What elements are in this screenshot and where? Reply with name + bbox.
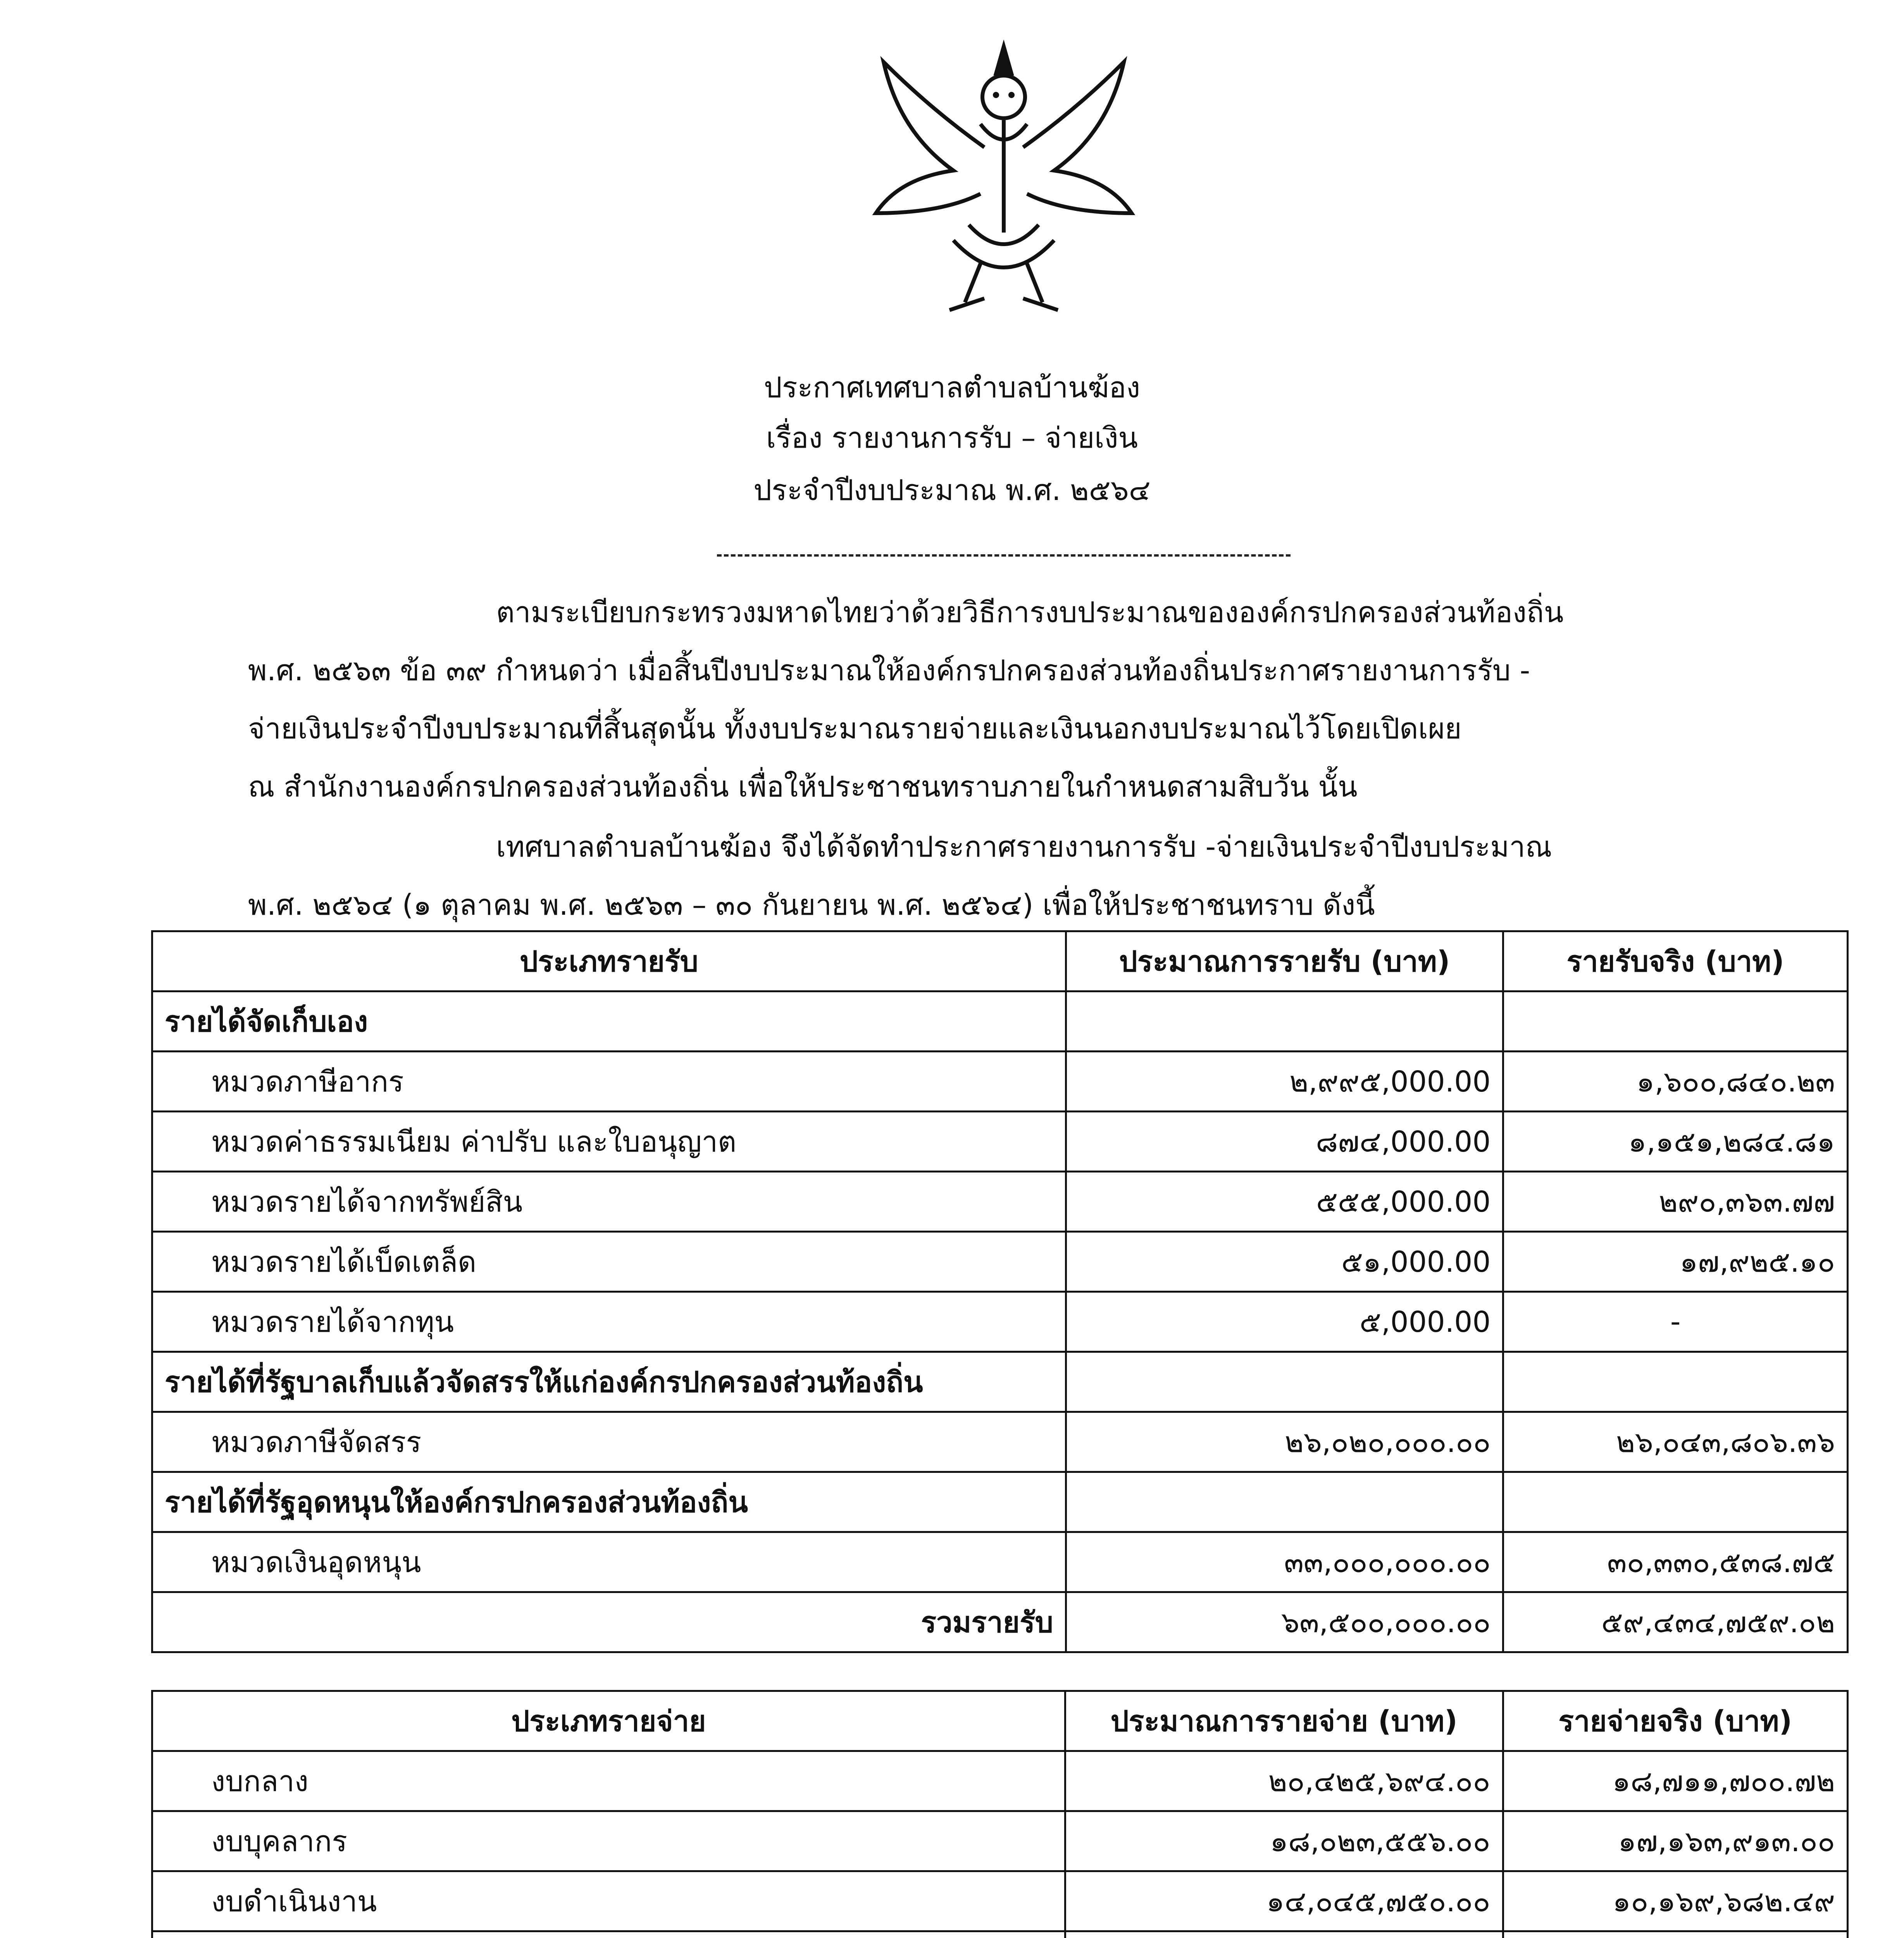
- actual-cell: [1503, 1931, 1848, 1938]
- actual-cell: ๑๐,๑๖๙,๖๘๒.๔๙: [1503, 1871, 1848, 1931]
- actual-cell: ๑๗,๙๒๕.๑๐: [1503, 1232, 1848, 1292]
- estimate-cell: ๕๑,000.00: [1066, 1232, 1503, 1292]
- actual-cell: ๑,๖๐๐,๘๔๐.๒๓: [1503, 1052, 1848, 1112]
- estimate-cell: ๑๔,๐๔๕,๗๕๐.๐๐: [1065, 1871, 1503, 1931]
- actual-cell: ๑๗,๑๖๓,๙๑๓.๐๐: [1503, 1811, 1848, 1871]
- announcement-subject: เรื่อง รายงานการรับ – จ่ายเงิน: [766, 421, 1138, 455]
- paragraph-1-line-1: ตามระเบียบกระทรวงมหาดไทยว่าด้วยวิธีการงบประมาณขององค์กรปกครองส่วนท้องถิ่น: [496, 596, 1564, 629]
- paragraph-2-line-1: เทศบาลตำบลบ้านฆ้อง จึงได้จัดทำประกาศรายงานการรับ -จ่ายเงินประจำปีงบประมาณ: [496, 830, 1552, 864]
- actual-total: ๕๙,๔๓๔,๗๕๙.๐๒: [1503, 1592, 1848, 1652]
- table-header-row: [152, 1691, 1848, 1751]
- table-row: [152, 1232, 1848, 1292]
- row-label: หมวดค่าธรรมเนียม ค่าปรับ และใบอนุญาต: [152, 1112, 1066, 1172]
- group-label: รายได้จัดเก็บเอง: [152, 991, 1066, 1052]
- table-row: [152, 1532, 1848, 1592]
- table-row: [152, 1172, 1848, 1232]
- group-label: รายได้ที่รัฐอุดหนุนให้องค์กรปกครองส่วนท้องถิ่น: [152, 1472, 1066, 1532]
- total-label: รวมรายรับ: [152, 1592, 1066, 1652]
- row-label: หมวดรายได้จากทรัพย์สิน: [152, 1172, 1066, 1232]
- table-row: [152, 1112, 1848, 1172]
- row-label: หมวดรายได้จากทุน: [152, 1292, 1066, 1352]
- group-row: [152, 1472, 1848, 1532]
- announcement-title: ประกาศเทศบาลตำบลบ้านฆ้อง: [763, 371, 1141, 404]
- row-label: หมวดรายได้เบ็ดเตล็ด: [152, 1232, 1066, 1292]
- table-row: [152, 1412, 1848, 1472]
- paragraph-1-line-3: จ่ายเงินประจำปีงบประมาณที่สิ้นสุดนั้น ทั้งงบประมาณรายจ่ายและเงินนอกงบประมาณไว้โดยเปิดเผย: [248, 712, 1462, 745]
- table-header-row: [152, 931, 1848, 991]
- estimate-cell: [1065, 1931, 1503, 1938]
- column-header: ประเภทรายจ่าย: [152, 1691, 1065, 1751]
- estimate-cell: ๒,๙๙๕,000.00: [1066, 1052, 1503, 1112]
- estimate-cell: ๒๐,๔๒๕,๖๙๔.๐๐: [1065, 1751, 1503, 1811]
- estimate-cell: ๑๘,๐๒๓,๕๕๖.๐๐: [1065, 1811, 1503, 1871]
- actual-cell: ๒๙๐,๓๖๓.๗๗: [1503, 1172, 1848, 1232]
- table-row: [152, 1751, 1848, 1811]
- table-row: [152, 1052, 1848, 1112]
- column-header: รายจ่ายจริง (บาท): [1503, 1691, 1848, 1751]
- column-header: ประเภทรายรับ: [152, 931, 1066, 991]
- row-label: [152, 1931, 1065, 1938]
- income-table: [151, 930, 1849, 1653]
- group-row: [152, 991, 1848, 1052]
- actual-cell: ๑๘,๗๑๑,๗๐๐.๗๒: [1503, 1751, 1848, 1811]
- column-header: ประมาณการรายรับ (บาท): [1066, 931, 1503, 991]
- row-label: งบกลาง: [152, 1751, 1065, 1811]
- title-divider: [717, 554, 1291, 557]
- total-row: [152, 1592, 1848, 1652]
- actual-cell: ๑,๑๕๑,๒๘๔.๘๑: [1503, 1112, 1848, 1172]
- actual-cell: -: [1503, 1292, 1848, 1352]
- table-row: [152, 1871, 1848, 1931]
- paragraph-2-line-2: พ.ศ. ๒๕๖๔ (๑ ตุลาคม พ.ศ. ๒๕๖๓ – ๓๐ กันยายน พ.ศ. ๒๕๖๔) เพื่อให้ประชาชนทราบ ดังนี้: [248, 888, 1375, 922]
- estimate-cell: ๓๓,๐๐๐,๐๐๐.๐๐: [1066, 1532, 1503, 1592]
- column-header: รายรับจริง (บาท): [1503, 931, 1848, 991]
- row-label: หมวดเงินอุดหนุน: [152, 1532, 1066, 1592]
- estimate-cell: ๕๕๕,000.00: [1066, 1172, 1503, 1232]
- column-header: ประมาณการรายจ่าย (บาท): [1065, 1691, 1503, 1751]
- group-row: [152, 1352, 1848, 1412]
- table-row: [152, 1931, 1848, 1938]
- expense-table: [151, 1690, 1849, 1938]
- row-label: งบดำเนินงาน: [152, 1871, 1065, 1931]
- table-row: [152, 1292, 1848, 1352]
- estimate-total: ๖๓,๕๐๐,๐๐๐.๐๐: [1066, 1592, 1503, 1652]
- table-row: [152, 1811, 1848, 1871]
- estimate-cell: ๘๗๔,000.00: [1066, 1112, 1503, 1172]
- actual-cell: ๒๖,๐๔๓,๘๐๖.๓๖: [1503, 1412, 1848, 1472]
- estimate-cell: ๕,000.00: [1066, 1292, 1503, 1352]
- actual-cell: ๓๐,๓๓๐,๕๓๘.๗๕: [1503, 1532, 1848, 1592]
- fiscal-year-line: ประจำปีงบประมาณ พ.ศ. ๒๕๖๔: [753, 474, 1151, 507]
- garuda-emblem: [853, 31, 1155, 326]
- estimate-cell: ๒๖,๐๒๐,๐๐๐.๐๐: [1066, 1412, 1503, 1472]
- paragraph-1-line-4: ณ สำนักงานองค์กรปกครองส่วนท้องถิ่น เพื่อให้ประชาชนทราบภายในกำหนดสามสิบวัน นั้น: [248, 770, 1358, 803]
- paragraph-1-line-2: พ.ศ. ๒๕๖๓ ข้อ ๓๙ กำหนดว่า เมื่อสิ้นปีงบประมาณให้องค์กรปกครองส่วนท้องถิ่นประกาศรายงานการรับ -: [248, 654, 1530, 687]
- row-label: งบบุคลากร: [152, 1811, 1065, 1871]
- row-label: หมวดภาษีอากร: [152, 1052, 1066, 1112]
- row-label: หมวดภาษีจัดสรร: [152, 1412, 1066, 1472]
- group-label: รายได้ที่รัฐบาลเก็บแล้วจัดสรรให้แก่องค์กรปกครองส่วนท้องถิ่น: [152, 1352, 1066, 1412]
